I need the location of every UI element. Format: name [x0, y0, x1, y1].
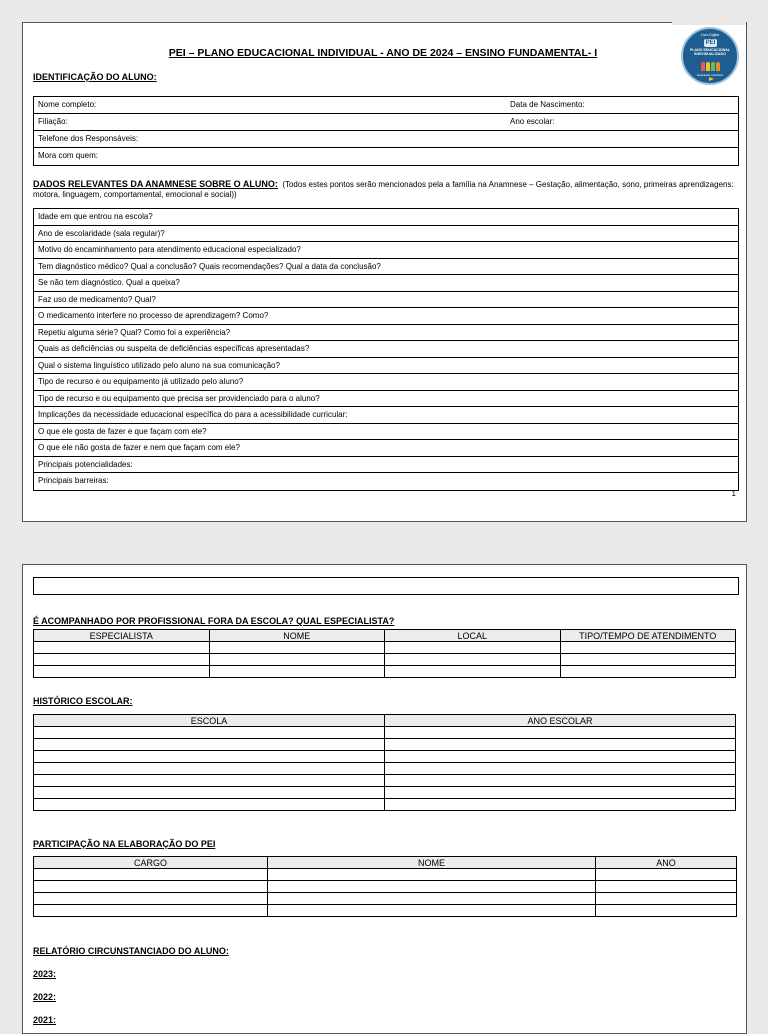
page-number: 1	[731, 489, 736, 498]
question-row: Se não tem diagnóstico. Qual a queixa?	[34, 275, 738, 292]
table-row	[34, 97, 738, 114]
column-header: TIPO/TEMPO DE ATENDIMENTO	[560, 630, 736, 642]
table-row	[34, 666, 736, 678]
question-row: Principais potencialidades:	[34, 457, 738, 474]
column-header: NOME	[268, 857, 596, 869]
table-row	[34, 642, 736, 654]
report-year-2021: 2021:	[33, 1015, 57, 1025]
table-row	[34, 148, 738, 165]
report-year-2022: 2022:	[33, 992, 57, 1002]
column-header: ANO ESCOLAR	[385, 715, 736, 727]
document-page-2	[22, 564, 747, 1034]
field-label: Mora com quem:	[38, 151, 99, 160]
table-row	[34, 131, 738, 148]
table-header-row	[34, 715, 736, 727]
anamnese-description	[33, 179, 739, 200]
question-row: Tem diagnóstico médico? Qual a conclusão? Quais recomendações? Qual a data da conclusão?	[34, 259, 738, 276]
table-row	[34, 787, 736, 799]
question-row: Idade em que entrou na escola?	[34, 209, 738, 226]
participation-table	[33, 856, 737, 917]
table-header-row	[34, 630, 736, 642]
question-row: Tipo de recurso e ou equipamento que precisa ser providenciado para o aluno?	[34, 391, 738, 408]
play-icon	[709, 77, 714, 81]
anamnese-table	[33, 208, 739, 491]
field-label: Nome completo:	[38, 100, 97, 109]
history-heading: HISTÓRICO ESCOLAR:	[33, 696, 133, 706]
field-label: Filiação:	[38, 117, 68, 126]
specialist-table	[33, 629, 736, 678]
specialist-heading: É ACOMPANHADO POR PROFISSIONAL FORA DA ESCOLA? QUAL ESPECIALISTA?	[33, 616, 395, 626]
document-title: PEI – PLANO EDUCACIONAL INDIVIDUAL - ANO DE 2024 – ENSINO FUNDAMENTAL- I	[168, 47, 598, 59]
document-page-1	[22, 22, 747, 522]
table-row	[34, 775, 736, 787]
table-row	[34, 739, 736, 751]
anamnese-note: (Todos estes pontos serão mencionados pela a família na Anamnese – Gestação, alimentação, sono, primeiras aprendizagens: motora, linguagem, comportamental, emocional e social))	[33, 180, 734, 199]
field-label: Ano escolar:	[510, 117, 555, 126]
logo-top-text: Livro Digital	[700, 33, 720, 37]
table-row	[34, 881, 737, 893]
field-label: Telefone dos Responsáveis:	[38, 134, 139, 143]
column-header: CARGO	[34, 857, 268, 869]
question-row: Principais barreiras:	[38, 476, 109, 485]
column-header: LOCAL	[385, 630, 561, 642]
logo-badge: PEI	[705, 40, 716, 46]
table-row	[34, 763, 736, 775]
table-row	[34, 799, 736, 811]
blank-field-box	[33, 577, 739, 595]
question-row: Faz uso de medicamento? Qual?	[34, 292, 738, 309]
column-header: ESPECIALISTA	[34, 630, 210, 642]
question-row: Quais as deficiências ou suspeita de deficiências específicas apresentadas?	[34, 341, 738, 358]
column-header: NOME	[209, 630, 385, 642]
logo-text: PLANO EDUCACIONAL INDIVIDUALIZADO	[689, 48, 731, 56]
history-table	[33, 714, 736, 811]
question-row: O medicamento interfere no processo de aprendizagem? Como?	[34, 308, 738, 325]
children-icon	[701, 62, 721, 71]
question-row: O que ele gosta de fazer e que façam com ele?	[34, 424, 738, 441]
question-row: Tipo de recurso e ou equipamento já utilizado pelo aluno?	[34, 374, 738, 391]
table-header-row	[34, 857, 737, 869]
column-header: ESCOLA	[34, 715, 385, 727]
table-row	[34, 114, 738, 131]
table-row	[34, 751, 736, 763]
question-row: Implicações da necessidade educacional específica do para a acessibilidade curricular:	[34, 407, 738, 424]
question-row: Ano de escolaridade (sala regular)?	[34, 226, 738, 243]
question-row: Repetiu alguma série? Qual? Como foi a experiência?	[34, 325, 738, 342]
question-row: Qual o sistema linguístico utilizado pelo aluno na sua comunicação?	[34, 358, 738, 375]
table-row	[34, 727, 736, 739]
logo-bottom-text: Educação Inclusiva	[697, 73, 723, 77]
participation-heading: PARTICIPAÇÃO NA ELABORAÇÃO DO PEI	[33, 839, 216, 849]
report-year-2023: 2023:	[33, 969, 57, 979]
question-row: O que ele não gosta de fazer e nem que façam com ele?	[34, 440, 738, 457]
table-row	[34, 869, 737, 881]
identification-heading: IDENTIFICAÇÃO DO ALUNO:	[33, 72, 157, 82]
table-row	[34, 905, 737, 917]
anamnese-heading: DADOS RELEVANTES DA ANAMNESE SOBRE O ALUNO:	[33, 179, 278, 189]
identification-table	[33, 96, 739, 166]
table-row	[34, 654, 736, 666]
table-row	[34, 893, 737, 905]
column-header: ANO	[596, 857, 737, 869]
question-row: Motivo do encaminhamento para atendimento educacional especializado?	[34, 242, 738, 259]
report-heading: RELATÓRIO CIRCUNSTANCIADO DO ALUNO:	[33, 946, 229, 956]
field-label: Data de Nascimento:	[510, 100, 585, 109]
